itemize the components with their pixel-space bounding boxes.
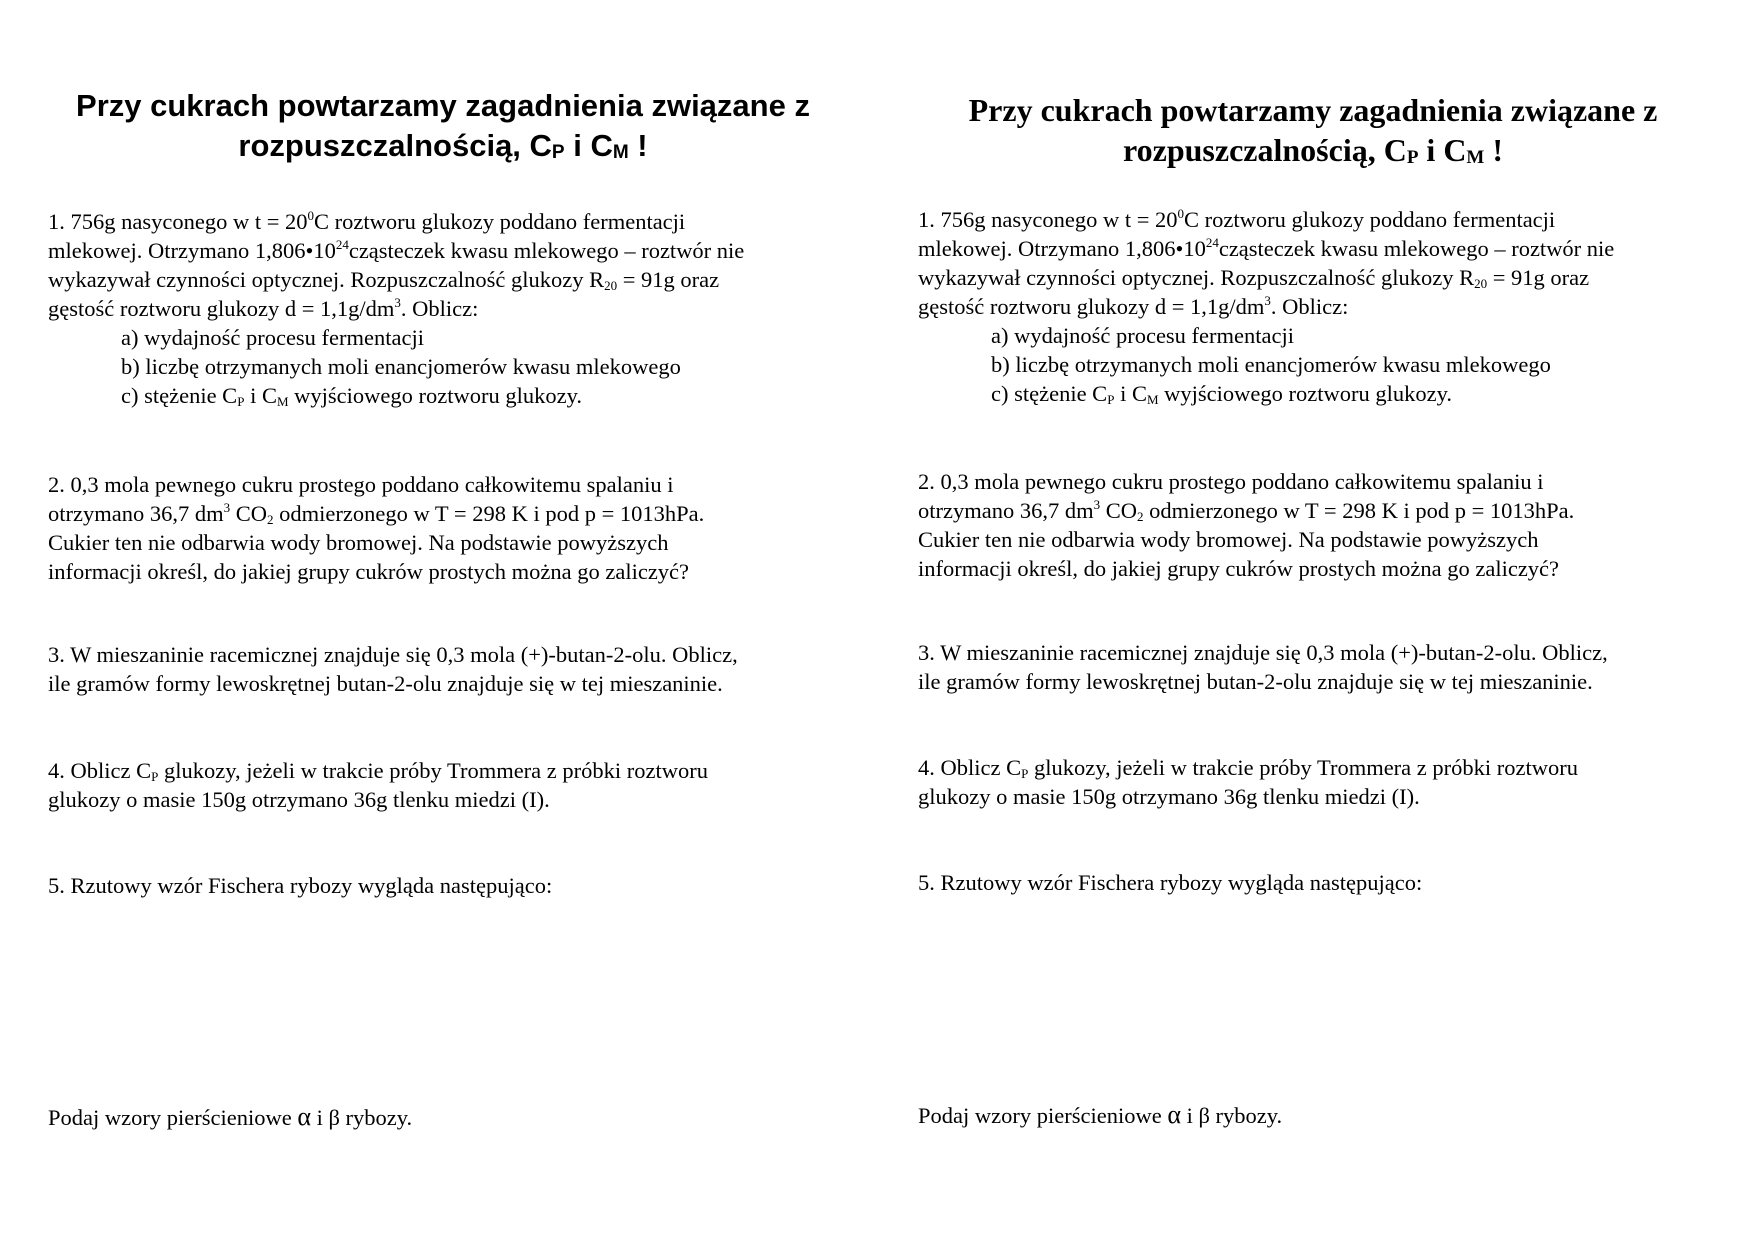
beta-symbol: β bbox=[1198, 1103, 1210, 1128]
task1-text: C roztworu glukozy poddano fermentacji bbox=[1184, 207, 1556, 232]
task6-text: Podaj wzory pierścieniowe bbox=[48, 1105, 298, 1130]
title-end: ! bbox=[1484, 132, 1504, 168]
task1-text: 1. 756g nasyconego w t = 20 bbox=[918, 207, 1178, 232]
title-sub-p: P bbox=[1406, 147, 1419, 168]
title-line-1: Przy cukrach powtarzamy zagadnienia związane z bbox=[968, 92, 1658, 128]
task5-text: 5. Rzutowy wzór Fischera rybozy wygląda następująco: bbox=[918, 870, 1423, 895]
task1-text: mlekowej. Otrzymano 1,806•10 bbox=[918, 236, 1206, 261]
task2-text: odmierzonego w T = 298 K i pod p = 1013hPa. bbox=[1143, 498, 1575, 523]
task1-text: . Oblicz: bbox=[400, 296, 479, 321]
worksheet-right bbox=[918, 0, 1708, 1240]
task-3 bbox=[918, 638, 1708, 696]
task-5 bbox=[48, 871, 838, 900]
task-6 bbox=[918, 1100, 1708, 1130]
task1-text: cząsteczek kwasu mlekowego – roztwór nie bbox=[1218, 236, 1615, 261]
task2-text: Cukier ten nie odbarwia wody bromowej. Na podstawie powyższych bbox=[48, 530, 669, 555]
task6-text: rybozy. bbox=[339, 1105, 413, 1130]
title-sub-p: P bbox=[551, 142, 565, 163]
title-line-2: rozpuszczalnością, C bbox=[1122, 132, 1407, 168]
task2-sup: 3 bbox=[223, 500, 231, 515]
task1-item-c: i C bbox=[1114, 381, 1147, 406]
task3-text: 3. W mieszaninie racemicznej znajduje się 0,3 mola (+)-butan-2-olu. Oblicz, bbox=[48, 642, 738, 667]
alpha-symbol: α bbox=[1167, 1100, 1181, 1129]
task-1 bbox=[48, 207, 838, 410]
task1-text: mlekowej. Otrzymano 1,806•10 bbox=[48, 238, 336, 263]
task3-text: ile gramów formy lewoskrętnej butan-2-olu znajduje się w tej mieszaninie. bbox=[48, 671, 723, 696]
task1-sup: 3 bbox=[394, 295, 401, 310]
task4-sub: P bbox=[1021, 766, 1029, 781]
task4-sub: P bbox=[151, 769, 159, 784]
title-sub-m: M bbox=[612, 142, 629, 163]
task2-text: otrzymano 36,7 dm bbox=[918, 498, 1094, 523]
task1-text: = 91g oraz bbox=[617, 267, 720, 292]
task2-text: odmierzonego w T = 298 K i pod p = 1013hPa. bbox=[273, 501, 705, 526]
task2-sub: 2 bbox=[1137, 509, 1144, 524]
task2-text: CO bbox=[230, 501, 267, 526]
task-1 bbox=[918, 205, 1708, 408]
title-mid: i C bbox=[1418, 132, 1467, 168]
task2-text: otrzymano 36,7 dm bbox=[48, 501, 224, 526]
task1-sub: 20 bbox=[1474, 276, 1488, 291]
task2-sub: 2 bbox=[267, 512, 274, 527]
task1-text: wykazywał czynności optycznej. Rozpuszczalność glukozy R bbox=[48, 267, 605, 292]
task1-sub: P bbox=[1107, 392, 1115, 407]
task1-item-c: wyjściowego roztworu glukozy. bbox=[1158, 381, 1452, 406]
task1-text: gęstość roztworu glukozy d = 1,1g/dm bbox=[48, 296, 395, 321]
title-line-2: rozpuszczalnością, C bbox=[238, 128, 552, 163]
task6-text: Podaj wzory pierścieniowe bbox=[918, 1103, 1168, 1128]
task1-text: gęstość roztworu glukozy d = 1,1g/dm bbox=[918, 294, 1265, 319]
task1-sub: M bbox=[1146, 392, 1159, 407]
task1-sup: 0 bbox=[1177, 206, 1185, 221]
task2-sup: 3 bbox=[1093, 497, 1101, 512]
task1-text: 1. 756g nasyconego w t = 20 bbox=[48, 209, 308, 234]
task1-sub: 20 bbox=[604, 278, 618, 293]
page-title bbox=[918, 90, 1708, 170]
task-2 bbox=[918, 467, 1708, 583]
task1-item-c: i C bbox=[244, 383, 277, 408]
page-title bbox=[48, 86, 838, 166]
task1-item-a: a) wydajność procesu fermentacji bbox=[121, 325, 424, 350]
task6-text: i bbox=[310, 1105, 329, 1130]
task4-text: 4. Oblicz C bbox=[918, 755, 1022, 780]
task1-sub: P bbox=[237, 394, 245, 409]
task1-text: . Oblicz: bbox=[1270, 294, 1349, 319]
task1-text: C roztworu glukozy poddano fermentacji bbox=[314, 209, 686, 234]
task-6 bbox=[48, 1102, 838, 1132]
task1-item-c: wyjściowego roztworu glukozy. bbox=[288, 383, 582, 408]
task1-text: cząsteczek kwasu mlekowego – roztwór nie bbox=[348, 238, 745, 263]
task4-text: 4. Oblicz C bbox=[48, 758, 152, 783]
task1-text: = 91g oraz bbox=[1487, 265, 1590, 290]
task1-sup: 24 bbox=[1205, 235, 1219, 250]
worksheet-left bbox=[48, 0, 838, 1240]
task2-text: 2. 0,3 mola pewnego cukru prostego poddano całkowitemu spalaniu i bbox=[48, 472, 674, 497]
task2-text: informacji określ, do jakiej grupy cukrów prostych można go zaliczyć? bbox=[918, 556, 1560, 581]
task1-item-b: b) liczbę otrzymanych moli enancjomerów kwasu mlekowego bbox=[991, 352, 1551, 377]
task6-text: i bbox=[1180, 1103, 1199, 1128]
task2-text: informacji określ, do jakiej grupy cukrów prostych można go zaliczyć? bbox=[48, 559, 690, 584]
task4-text: glukozy o masie 150g otrzymano 36g tlenku miedzi (I). bbox=[918, 784, 1420, 809]
title-mid: i C bbox=[564, 128, 613, 163]
task1-sup: 0 bbox=[307, 208, 315, 223]
task3-text: 3. W mieszaninie racemicznej znajduje się 0,3 mola (+)-butan-2-olu. Oblicz, bbox=[918, 640, 1608, 665]
task3-text: ile gramów formy lewoskrętnej butan-2-olu znajduje się w tej mieszaninie. bbox=[918, 669, 1593, 694]
task2-text: 2. 0,3 mola pewnego cukru prostego poddano całkowitemu spalaniu i bbox=[918, 469, 1544, 494]
beta-symbol: β bbox=[328, 1105, 340, 1130]
task-2 bbox=[48, 470, 838, 586]
task4-text: glukozy, jeżeli w trakcie próby Trommera z próbki roztworu bbox=[158, 758, 708, 783]
task5-text: 5. Rzutowy wzór Fischera rybozy wygląda następująco: bbox=[48, 873, 553, 898]
task1-item-a: a) wydajność procesu fermentacji bbox=[991, 323, 1294, 348]
task2-text: CO bbox=[1100, 498, 1137, 523]
task1-item-b: b) liczbę otrzymanych moli enancjomerów kwasu mlekowego bbox=[121, 354, 681, 379]
task-5 bbox=[918, 868, 1708, 897]
task1-sup: 24 bbox=[335, 237, 349, 252]
task4-text: glukozy o masie 150g otrzymano 36g tlenku miedzi (I). bbox=[48, 787, 550, 812]
title-sub-m: M bbox=[1466, 147, 1485, 168]
task6-text: rybozy. bbox=[1209, 1103, 1283, 1128]
task1-item-c: c) stężenie C bbox=[991, 381, 1108, 406]
task1-text: wykazywał czynności optycznej. Rozpuszczalność glukozy R bbox=[918, 265, 1475, 290]
task4-text: glukozy, jeżeli w trakcie próby Trommera z próbki roztworu bbox=[1028, 755, 1578, 780]
title-line-1: Przy cukrach powtarzamy zagadnienia związane z bbox=[76, 88, 810, 123]
task1-sup: 3 bbox=[1264, 293, 1271, 308]
task-4 bbox=[918, 753, 1708, 811]
task1-item-c: c) stężenie C bbox=[121, 383, 238, 408]
task-3 bbox=[48, 640, 838, 698]
task2-text: Cukier ten nie odbarwia wody bromowej. Na podstawie powyższych bbox=[918, 527, 1539, 552]
title-end: ! bbox=[628, 128, 648, 163]
task1-sub: M bbox=[276, 394, 289, 409]
task-4 bbox=[48, 756, 838, 814]
alpha-symbol: α bbox=[297, 1102, 311, 1131]
